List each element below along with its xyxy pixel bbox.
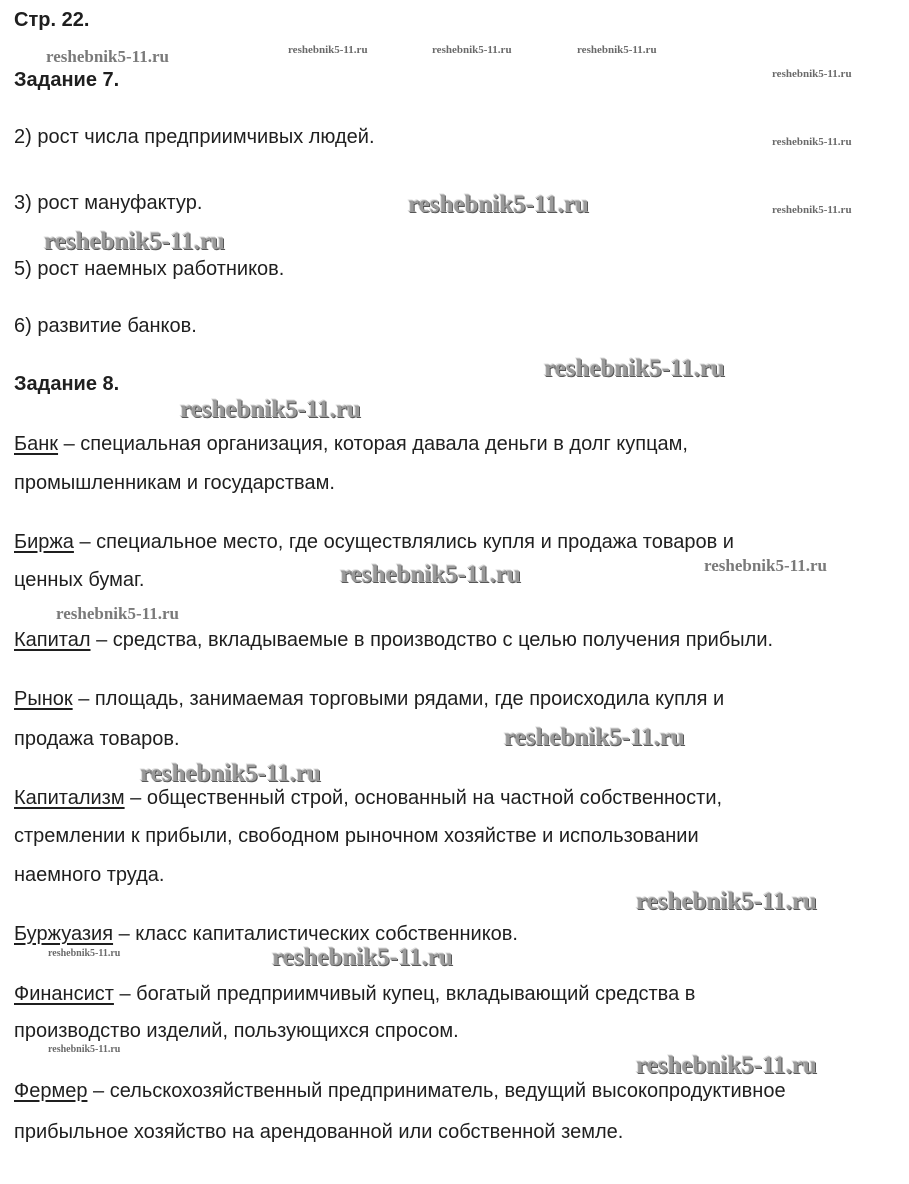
definition-text: – специальное место, где осуществлялись купля и продажа товаров и	[73, 531, 734, 553]
definition-financier	[14, 982, 695, 1006]
definition-market	[14, 687, 724, 711]
definition-bourgeoisie	[14, 922, 518, 946]
watermark: reshebnik5-11.ru	[272, 944, 453, 971]
term-bank: Банк	[14, 433, 59, 455]
definition-bank-cont: промышленникам и государствам.	[14, 472, 335, 494]
definition-bank	[14, 432, 688, 456]
definition-capitalism-cont-2: наемного труда.	[14, 864, 165, 886]
term-bourgeoisie: Буржуазия	[14, 923, 114, 945]
page-number: Стр. 22.	[14, 9, 90, 31]
watermark: reshebnik5-11.ru	[46, 47, 169, 66]
definition-market-cont: продажа товаров.	[14, 728, 180, 750]
definition-text: – специальная организация, которая давала деньги в долг купцам,	[58, 433, 688, 455]
definition-text: – общественный строй, основанный на частной собственности,	[124, 787, 723, 809]
term-capital: Капитал	[14, 629, 91, 651]
definition-text: – сельскохозяйственный предприниматель, ведущий высокопродуктивное	[87, 1080, 786, 1102]
task-7-item-4: 6) развитие банков.	[14, 315, 197, 337]
term-financier: Финансист	[14, 983, 114, 1005]
term-capitalism: Капитализм	[14, 787, 125, 809]
watermark: reshebnik5-11.ru	[504, 724, 685, 751]
definition-financier-cont: производство изделий, пользующихся спросом.	[14, 1020, 459, 1042]
task-7-title: Задание 7.	[14, 69, 120, 91]
watermark: reshebnik5-11.ru	[140, 760, 321, 787]
definition-text: – класс капиталистических собственников.	[113, 923, 518, 945]
definition-capitalism-cont-1: стремлении к прибыли, свободном рыночном хозяйстве и использовании	[14, 825, 699, 847]
watermark: reshebnik5-11.ru	[772, 204, 852, 216]
watermark: reshebnik5-11.ru	[340, 561, 521, 588]
watermark: reshebnik5-11.ru	[432, 44, 512, 56]
watermark: reshebnik5-11.ru	[577, 44, 657, 56]
task-7-item-2: 3) рост мануфактур.	[14, 192, 203, 214]
task-8-title: Задание 8.	[14, 373, 120, 395]
task-7-item-1: 2) рост числа предприимчивых людей.	[14, 126, 375, 148]
definition-text: – площадь, занимаемая торговыми рядами, где происходила купля и	[72, 688, 725, 710]
watermark: reshebnik5-11.ru	[56, 604, 179, 623]
watermark: reshebnik5-11.ru	[772, 68, 852, 80]
watermark: reshebnik5-11.ru	[44, 228, 225, 255]
watermark: reshebnik5-11.ru	[288, 44, 368, 56]
watermark: reshebnik5-11.ru	[704, 556, 827, 575]
watermark: reshebnik5-11.ru	[636, 1052, 817, 1079]
term-exchange: Биржа	[14, 531, 74, 553]
definition-farmer-cont: прибыльное хозяйство на арендованной или собственной земле.	[14, 1121, 624, 1143]
term-farmer: Фермер	[14, 1080, 88, 1102]
definition-exchange	[14, 530, 734, 554]
definition-text: – средства, вкладываемые в производство с целью получения прибыли.	[90, 629, 774, 651]
definition-capital	[14, 628, 773, 652]
definition-capitalism	[14, 786, 722, 810]
watermark: reshebnik5-11.ru	[636, 888, 817, 915]
watermark: reshebnik5-11.ru	[544, 355, 725, 382]
definition-text: – богатый предприимчивый купец, вкладывающий средства в	[113, 983, 696, 1005]
task-7-item-3: 5) рост наемных работников.	[14, 258, 285, 280]
watermark: reshebnik5-11.ru	[48, 1044, 121, 1055]
watermark: reshebnik5-11.ru	[772, 136, 852, 148]
watermark: reshebnik5-11.ru	[408, 191, 589, 218]
watermark: reshebnik5-11.ru	[48, 948, 121, 959]
definition-farmer	[14, 1079, 786, 1103]
term-market: Рынок	[14, 688, 73, 710]
definition-exchange-cont: ценных бумаг.	[14, 569, 145, 591]
watermark: reshebnik5-11.ru	[180, 396, 361, 423]
